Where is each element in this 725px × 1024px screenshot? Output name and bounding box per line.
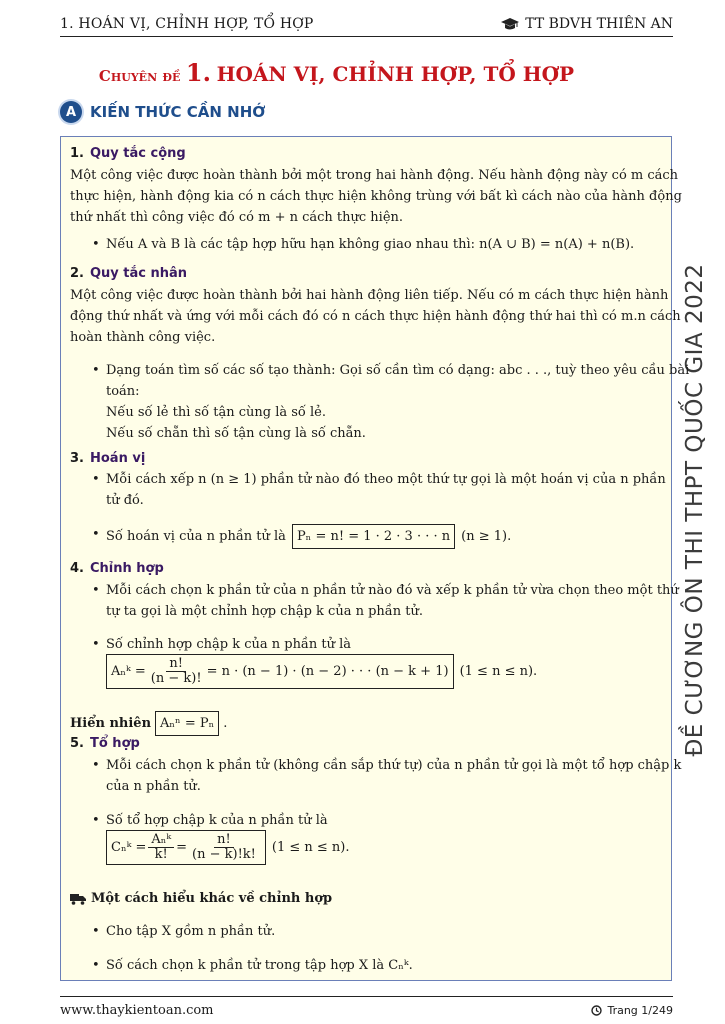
- section-title: KIẾN THỨC CẦN NHỚ: [90, 103, 266, 121]
- bullet-dot: •: [92, 583, 100, 598]
- obvious-label: Hiển nhiên: [70, 716, 152, 731]
- header-rule: [60, 36, 673, 37]
- bullet-dot: •: [92, 527, 100, 542]
- bullet-item: [92, 524, 512, 549]
- fraction-numerator: n!: [214, 833, 234, 848]
- bullet-continuation: Nếu số lẻ thì số tận cùng là số lẻ.: [106, 405, 327, 420]
- bullet-text: Mỗi cách xếp n (n ≥ 1) phần tử nào đó theo một thứ tự gọi là một hoán vị của n phần: [106, 472, 666, 487]
- side-banner: [670, 265, 720, 755]
- section-heading: [60, 101, 265, 123]
- bullet-item: [92, 955, 413, 976]
- bullet-text: Dạng toán tìm số các số tạo thành: Gọi số cần tìm có dạng: abc . . ., tuỳ theo yêu cầu bài: [106, 363, 690, 378]
- heading-to-hop: [70, 736, 140, 751]
- truck-icon: [70, 893, 86, 905]
- running-header-title: 1. HOÁN VỊ, CHỈNH HỢP, TỔ HỢP: [60, 16, 314, 32]
- formula-condition: (1 ≤ n ≤ n).: [459, 664, 538, 679]
- bullet-text: Mỗi cách chọn k phần tử (không cần sắp thứ tự) của n phần tử gọi là một tổ hợp chập k: [106, 758, 682, 773]
- page-number-text: Trang 1/249: [607, 1004, 673, 1017]
- bullet-dot: •: [92, 958, 100, 973]
- bullet-item: [92, 469, 666, 490]
- heading-quy-tac-nhan: [70, 266, 187, 281]
- paragraph-line: Một công việc được hoàn thành bởi hai hành động liên tiếp. Nếu có m cách thực hiện hành: [70, 288, 669, 303]
- fraction: [189, 833, 259, 862]
- heading-number: 2.: [70, 266, 84, 281]
- fraction-denominator: k!: [154, 847, 168, 862]
- heading-text: Hoán vị: [89, 451, 146, 466]
- bullet-item: [92, 634, 352, 655]
- footer-page-number: [591, 1004, 673, 1017]
- formula-lhs: Aₙᵏ =: [111, 664, 146, 679]
- bullet-text: Số cách chọn k phần tử trong tập hợp X là Cₙᵏ.: [106, 958, 413, 973]
- formula-row-combination: [106, 830, 350, 865]
- paragraph-line: Một công việc được hoàn thành bởi một trong hai hành động. Nếu hành động này có m cách: [70, 168, 679, 183]
- heading-quy-tac-cong: [70, 146, 186, 161]
- bullet-text: Số chỉnh hợp chập k của n phần tử là: [106, 637, 352, 652]
- heading-text: Tổ hợp: [89, 736, 140, 751]
- section-badge: A: [60, 101, 82, 123]
- heading-hoan-vi: [70, 451, 145, 466]
- bullet-dot: •: [92, 363, 100, 378]
- heading-number: 5.: [70, 736, 84, 751]
- fraction: [148, 657, 205, 686]
- formula-box-combination: [106, 830, 266, 865]
- bullet-text: Số hoán vị của n phần tử là: [106, 529, 286, 544]
- chapter-main-title: HOÁN VỊ, CHỈNH HỢP, TỔ HỢP: [216, 62, 575, 86]
- heading-text: Chỉnh hợp: [89, 561, 164, 576]
- heading-chinh-hop: [70, 561, 164, 576]
- graduation-cap-icon: [501, 18, 519, 31]
- fraction-denominator: (n − k)!: [150, 671, 202, 686]
- formula-row-arrangement: [106, 654, 537, 689]
- side-banner-text: ĐỀ CƯƠNG ÔN THI THPT QUỐC GIA 2022: [682, 263, 708, 757]
- formula-lhs: Cₙᵏ =: [111, 840, 147, 855]
- obvious-end: .: [223, 716, 228, 731]
- fraction-numerator: n!: [166, 657, 186, 672]
- bullet-dot: •: [92, 237, 100, 252]
- heading-number: 4.: [70, 561, 84, 576]
- bullet-dot: •: [92, 758, 100, 773]
- bullet-text: Nếu A và B là các tập hợp hữu hạn không giao nhau thì: n(A ∪ B) = n(A) + n(B).: [106, 237, 635, 252]
- formula-condition: (n ≥ 1).: [461, 529, 512, 544]
- paragraph-line: động thứ nhất và ứng với mỗi cách đó có n cách thực hiện hành động thứ hai thì có m.n cách: [70, 309, 681, 324]
- note-heading: [70, 888, 332, 909]
- heading-text: Quy tắc nhân: [89, 266, 188, 281]
- bullet-continuation: Nếu số chẵn thì số tận cùng là số chẵn.: [106, 426, 366, 441]
- formula-box-arrangement: [106, 654, 454, 689]
- fraction-numerator: Aₙᵏ: [148, 833, 174, 848]
- bullet-text: Mỗi cách chọn k phần tử của n phần tử nào đó và xếp k phần tử vừa chọn theo một thứ: [106, 583, 679, 598]
- bullet-item: [92, 234, 635, 255]
- chapter-prefix: Chuyên đề: [98, 67, 181, 85]
- bullet-item: [92, 360, 690, 381]
- running-header-brand: [501, 16, 673, 32]
- clock-icon: [591, 1005, 602, 1016]
- paragraph-line: thứ nhất thì công việc đó có m + n cách thực hiện.: [70, 210, 404, 225]
- formula-rhs: = n · (n − 1) · (n − 2) · · · (n − k + 1): [206, 664, 449, 679]
- fraction: [148, 833, 174, 862]
- obvious-line: [70, 711, 227, 736]
- paragraph-line: hoàn thành công việc.: [70, 330, 216, 345]
- bullet-dot: •: [92, 472, 100, 487]
- chapter-number: 1.: [185, 58, 211, 87]
- bullet-continuation: tự ta gọi là một chỉnh hợp chập k của n phần tử.: [106, 604, 423, 619]
- bullet-continuation: toán:: [106, 384, 140, 399]
- chapter-title: [0, 58, 673, 87]
- formula-condition: (1 ≤ n ≤ n).: [271, 840, 350, 855]
- fraction-denominator: (n − k)!k!: [192, 847, 256, 862]
- bullet-item: [92, 755, 682, 776]
- bullet-dot: •: [92, 637, 100, 652]
- heading-text: Quy tắc cộng: [89, 146, 186, 161]
- bullet-text: Số tổ hợp chập k của n phần tử là: [106, 813, 328, 828]
- formula-box-identity: Aₙⁿ = Pₙ: [155, 711, 219, 736]
- paragraph-line: thực hiện, hành động kia có n cách thực hiện không trùng với bất kì cách nào của hành động: [70, 189, 682, 204]
- bullet-item: [92, 810, 328, 831]
- heading-number: 3.: [70, 451, 84, 466]
- brand-text: TT BDVH THIÊN AN: [525, 16, 673, 32]
- formula-box-permutation: Pₙ = n! = 1 · 2 · 3 · · · n: [292, 524, 455, 549]
- equals-sign: =: [176, 840, 188, 855]
- footer-website-link[interactable]: www.thaykientoan.com: [60, 1003, 214, 1018]
- bullet-dot: •: [92, 813, 100, 828]
- heading-number: 1.: [70, 146, 84, 161]
- bullet-continuation: của n phần tử.: [106, 779, 201, 794]
- bullet-text: Cho tập X gồm n phần tử.: [106, 924, 276, 939]
- bullet-item: [92, 921, 276, 942]
- bullet-item: [92, 580, 679, 601]
- note-title: Một cách hiểu khác về chỉnh hợp: [91, 891, 333, 906]
- bullet-dot: •: [92, 924, 100, 939]
- footer-rule: [60, 996, 673, 997]
- bullet-continuation: tử đó.: [106, 493, 144, 508]
